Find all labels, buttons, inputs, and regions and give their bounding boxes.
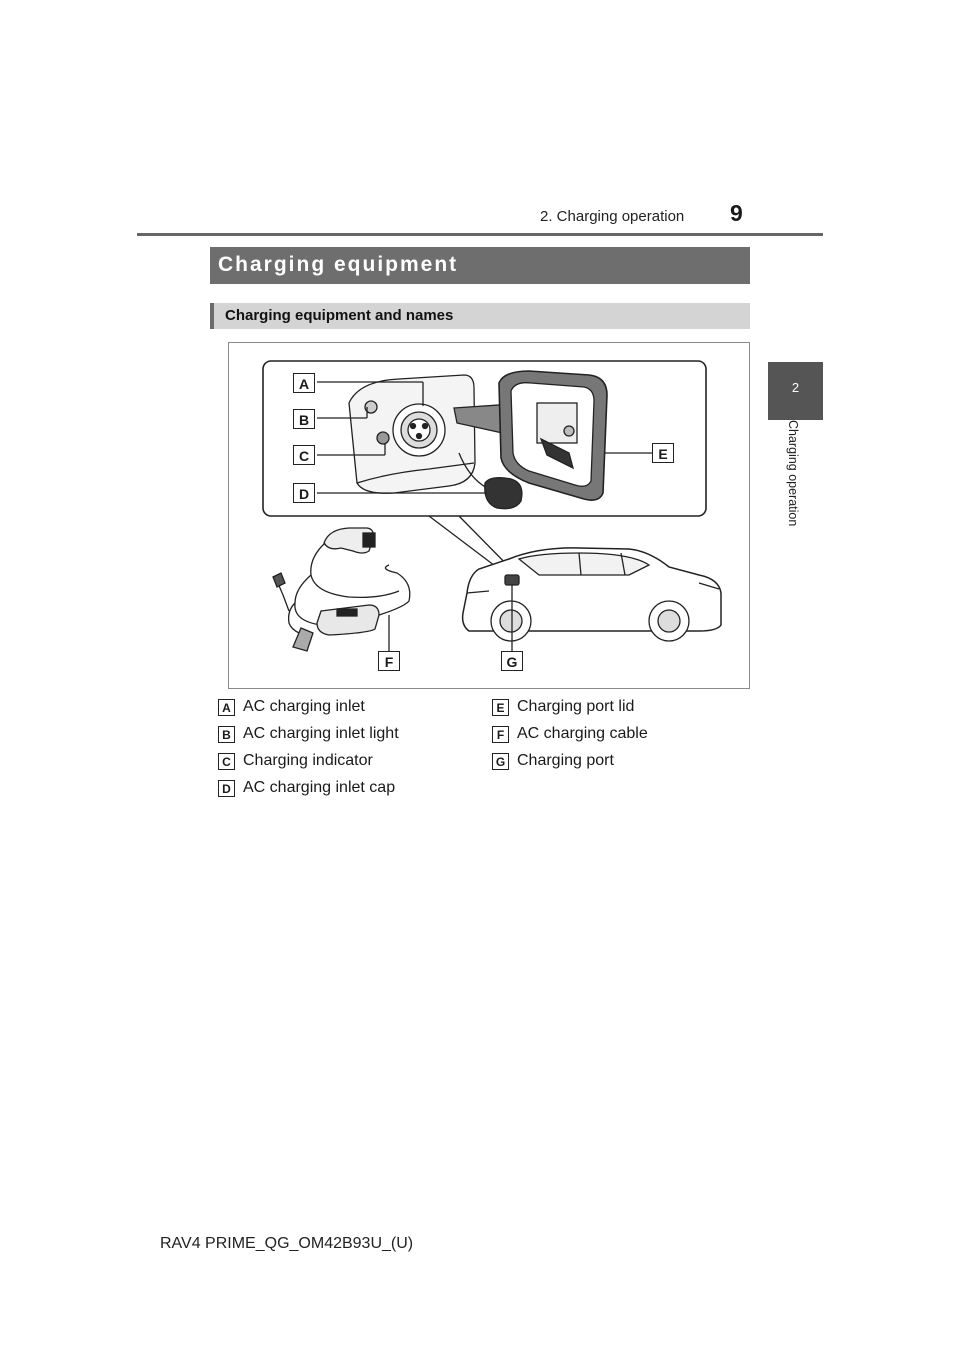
legend-key: A — [218, 699, 235, 716]
charging-indicator — [377, 432, 389, 444]
legend-key: C — [218, 753, 235, 770]
page-number: 9 — [730, 200, 743, 226]
header-divider — [137, 233, 823, 236]
callout-b: B — [293, 409, 315, 429]
legend-key: B — [218, 726, 235, 743]
legend-text: AC charging inlet cap — [243, 779, 396, 796]
legend-text: Charging port lid — [517, 698, 635, 715]
callout-a: A — [293, 373, 315, 393]
callout-d: D — [293, 483, 315, 503]
inlet-cap — [485, 478, 522, 509]
vehicle-charging-port — [505, 575, 519, 585]
legend-key: G — [492, 753, 509, 770]
callout-c: C — [293, 445, 315, 465]
chapter-tab-label: Charging operation — [786, 420, 800, 527]
callout-e: E — [652, 443, 674, 463]
legend-key: E — [492, 699, 509, 716]
footer-document-code: RAV4 PRIME_QG_OM42B93U_(U) — [160, 1235, 414, 1252]
charging-equipment-figure — [228, 342, 750, 689]
subsection-title: Charging equipment and names — [210, 303, 750, 329]
chapter-tab-number: 2 — [791, 380, 800, 395]
callout-f: F — [378, 651, 400, 671]
callout-g: G — [501, 651, 523, 671]
header-section-title: 2. Charging operation — [540, 208, 685, 225]
legend-text: AC charging cable — [517, 725, 648, 742]
legend-text: AC charging inlet — [243, 698, 365, 715]
figure-illustration — [229, 343, 751, 690]
legend-text: Charging port — [517, 752, 614, 769]
legend-key: D — [218, 780, 235, 797]
section-title: Charging equipment — [210, 247, 750, 284]
legend-text: AC charging inlet light — [243, 725, 399, 742]
legend-text: Charging indicator — [243, 752, 373, 769]
legend-key: F — [492, 726, 509, 743]
